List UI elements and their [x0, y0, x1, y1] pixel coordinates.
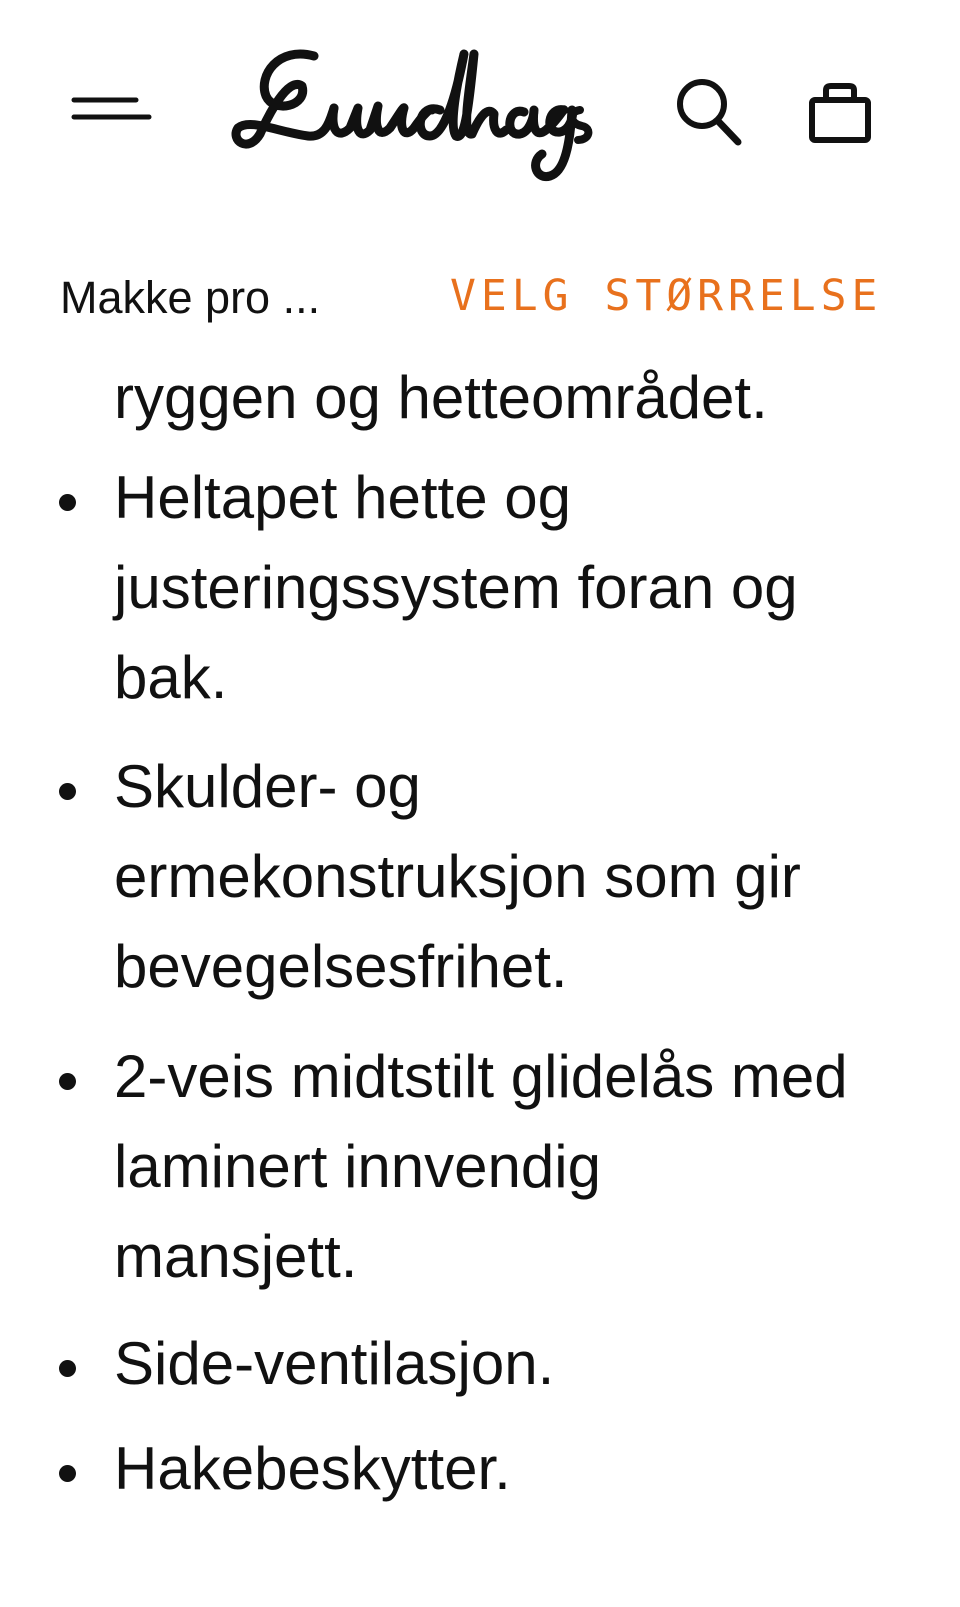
sticky-product-bar: [0, 262, 960, 332]
list-item: Hakebeskytter.: [114, 1435, 511, 1502]
search-icon: [676, 74, 746, 150]
list-item-line: bak.: [114, 644, 228, 711]
menu-button[interactable]: [62, 84, 162, 140]
feature-continuation: ryggen og hetteområdet.: [114, 364, 768, 431]
bullet-dot: [59, 1360, 76, 1377]
shopping-bag-button[interactable]: [806, 78, 882, 150]
select-size-button[interactable]: VELG STØRRELSE: [450, 271, 883, 321]
lundhags-logo: [218, 36, 598, 186]
product-name: Makke pro ...: [60, 272, 321, 323]
site-header: [0, 0, 960, 230]
list-item: Heltapet hette og: [114, 464, 572, 531]
bullet-dot: [59, 1465, 76, 1482]
list-item-line: mansjett.: [114, 1223, 358, 1290]
list-item: 2-veis midtstilt glidelås med: [114, 1043, 848, 1110]
brand-logo[interactable]: [218, 36, 598, 186]
bullet-dot: [59, 494, 76, 511]
list-item-line: laminert innvendig: [114, 1133, 601, 1200]
list-item-line: justeringssystem foran og: [114, 554, 798, 621]
shopping-bag-icon: [806, 78, 882, 150]
bullet-dot: [59, 1073, 76, 1090]
list-item-line: ermekonstruksjon som gir: [114, 843, 801, 910]
list-item-line: bevegelsesfrihet.: [114, 933, 568, 1000]
list-item: Side-ventilasjon.: [114, 1330, 555, 1397]
bullet-dot: [59, 783, 76, 800]
hamburger-icon: [62, 84, 162, 140]
list-item: Skulder- og: [114, 753, 421, 820]
search-button[interactable]: [676, 74, 746, 150]
